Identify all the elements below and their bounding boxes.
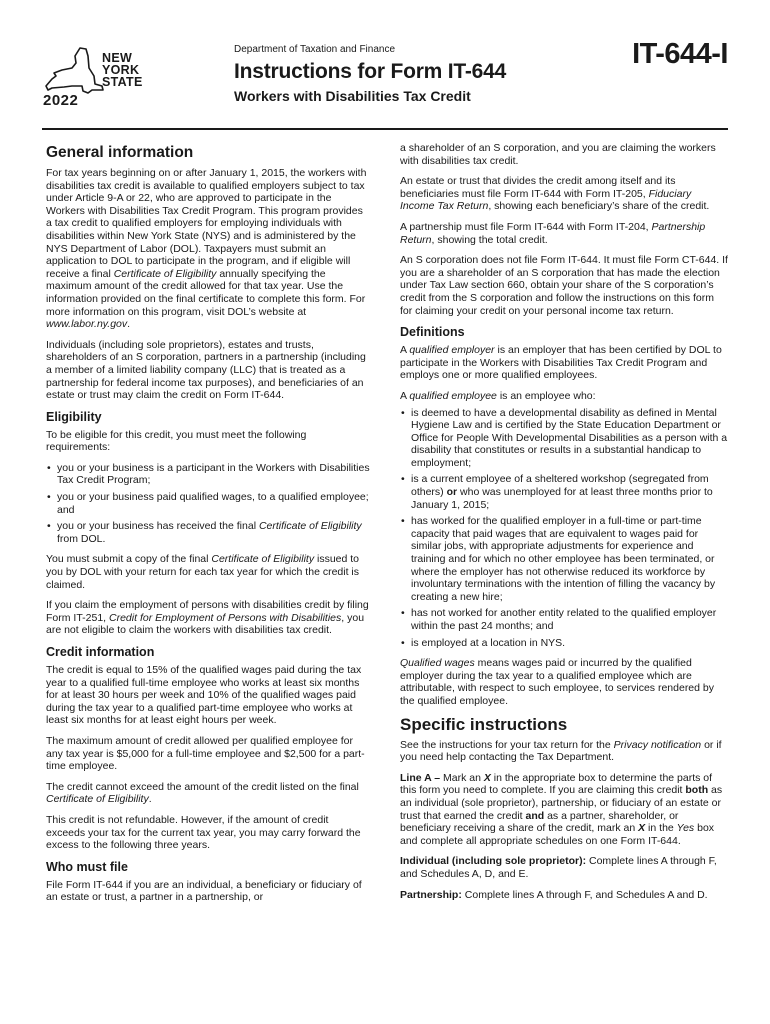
general-paragraph-2: Individuals (including sole proprietors), estates and trusts, shareholders of an S corporation, partners in a partnership (including a member of a limited liability company (LLC) that is treated as a partnership for federal income tax purposes), and beneficiaries of an estate or trust may claim the credit on Form IT-644. (46, 338, 366, 402)
left-column (46, 142, 370, 912)
who-must-file-heading: Who must file (46, 859, 128, 874)
specific-instructions-heading: Specific instructions (400, 714, 568, 734)
department-name: Department of Taxation and Finance (234, 44, 396, 55)
credit-paragraph-3: The credit cannot exceed the amount of the credit listed on the final Certificate of Eligibility. (46, 780, 359, 806)
list-item: • you or your business has received the final Certificate of Eligibility from DOL. (46, 520, 370, 545)
dol-website-link[interactable]: www.labor.ny.gov (46, 318, 128, 331)
list-item: • is employed at a location in NYS. (400, 637, 728, 650)
general-paragraph-1: For tax years beginning on or after January 1, 2015, the workers with disabilities tax credit is available to qualified employers subject to tax under Article 9-A or 22, who are approved to participate in the Workers with Disabilities Tax Credit Program. This program provides a tax credit to qualified employers for employing individuals with disabilities within New York State (NYS) and is administered by the NYS Department of Labor (DOL). Taxpayers must submit an application to DOL to participate in the program, and if eligible will receive a final Certificate of Eligibility annually specifying the maximum amount of the credit allowed for that tax year. Use the information provided on the final certificate to complete this form. For more information on this program, visit DOL’s website at www.labor.ny.gov. (46, 167, 367, 331)
estate-paragraph: An estate or trust that divides the credit among itself and its beneficiaries must file Form IT-644 with Form IT-205, Fiduciary Income Tax Return, showing each beneficiary’s share of the credit. (400, 175, 710, 213)
specific-paragraph-1: See the instructions for your tax return for the Privacy notification or if you need help contacting the Tax Department. (400, 738, 722, 764)
partnership-paragraph: A partnership must file Form IT-644 with Form IT-204, Partnership Return, showing the total credit. (400, 220, 706, 246)
who-must-file-paragraph: File Form IT-644 if you are an individual, a beneficiary or fiduciary of an estate or trust, a partner in a partnership, or (46, 878, 362, 904)
list-item: • you or your business is a participant in the Workers with Disabilities Tax Credit Program; (46, 462, 370, 487)
nys-map-icon (42, 46, 104, 98)
credit-paragraph-2: The maximum amount of credit allowed per qualified employee for any tax year is $5,000 for a full-time employee and $2,500 for a part-time employee. (46, 734, 365, 773)
header-rule (42, 128, 728, 130)
list-item: • has worked for the qualified employer in a full-time or part-time capacity that paid wages that are equivalent to wages paid for similar jobs, with appropriate adjustments for experience and training and for which no other employee has been terminated, or where the employer has not otherwise reduced its workforce by involuntary terminations with the intention of filling the vacancy by creating a new hire; (400, 515, 728, 603)
right-column (400, 142, 728, 909)
qualified-employee-definition: A qualified employee is an employee who: (400, 389, 596, 402)
nys-logo (42, 46, 152, 116)
qualified-employee-list (400, 407, 728, 650)
logo-state-text: NEW YORK STATE (102, 51, 143, 89)
s-corporation-paragraph: An S corporation does not file Form IT-644. It must file Form CT-644. If you are a shareholder of an S corporation that has made the election under Tax Law section 660, obtain your share of the S corporation’s credit from the S corporation and follow the instructions on this form for claiming your credit on your personal income tax return. (400, 254, 728, 317)
credit-paragraph-1: The credit is equal to 15% of the qualified wages paid during the tax year to a qualified full-time employee who works at least six months for at least 30 hours per week and 10% of the qualified wages paid during the tax year to a qualified part-time employee who works at least six months for at least eight hours per week. (46, 664, 362, 727)
credit-paragraph-4: This credit is not refundable. However, if the amount of credit exceeds your tax for the current tax year, you may carry forward the excess to the following three years. (46, 813, 361, 852)
eligibility-paragraph-3: If you claim the employment of persons with disabilities credit by filing Form IT-251, Credit for Employment of Persons with Disabilities, you are not eligible to claim the workers with disabilities tax credit. (46, 599, 369, 637)
form-number: IT-644-I (632, 38, 728, 70)
list-item: • is a current employee of a sheltered workshop (segregated from others) or who was unemployed for at least three months prior to January 1, 2015; (400, 473, 728, 511)
qualified-employer-definition: A qualified employer is an employer that has been certified by DOL to participate in the Workers with Disabilities Tax Credit Program and employs one or more qualified employees. (400, 344, 722, 382)
tax-year: 2022 (43, 92, 79, 109)
credit-heading: Credit information (46, 645, 155, 659)
general-heading: General information (46, 144, 194, 161)
list-item: • has not worked for another entity related to the qualified employer within the past 24 months; and (400, 607, 728, 632)
eligibility-heading: Eligibility (46, 409, 102, 424)
eligibility-list (46, 462, 370, 546)
list-item: • is deemed to have a developmental disability as defined in Mental Hygiene Law and is certified by the State Education Department or Office for People With Developmental Disabilities as a person with a disability that constitutes or results in a substantial handicap to employment; (400, 407, 728, 470)
who-must-file-continued: a shareholder of an S corporation, and you are claiming the workers with disabilities tax credit. (400, 142, 716, 167)
page-subtitle: Workers with Disabilities Tax Credit (234, 88, 471, 104)
individual-instructions: Individual (including sole proprietor): Complete lines A through F, and Schedules A, D, and E. (400, 855, 717, 880)
page-title: Instructions for Form IT-644 (234, 60, 507, 83)
eligibility-intro: To be eligible for this credit, you must meet the following requirements: (46, 428, 307, 454)
definitions-heading: Definitions (400, 325, 465, 340)
eligibility-paragraph-2: You must submit a copy of the final Certificate of Eligibility issued to you by DOL with your return for each tax year for which the credit is claimed. (46, 553, 360, 591)
line-a-instructions: Line A – Mark an X in the appropriate box to determine the parts of this form you need to complete. If you are claiming this credit both as an individual (sole proprietor), partnership, or fiduciary of an estate or trust that earned the credit and as a partner, shareholder, or beneficiary receiving a share of the credit, mark an X in the Yes box and complete all appropriate schedules on one Form IT-644. (400, 771, 723, 847)
partnership-instructions: Partnership: Complete lines A through F, and Schedules A and D. (400, 888, 708, 901)
list-item: • you or your business paid qualified wages, to a qualified employee; and (46, 491, 370, 516)
qualified-wages-definition: Qualified wages means wages paid or incurred by the qualified employer during the tax year to a qualified employee which are attributable, with respect to such employee, to services rendered by the qualified employee. (400, 657, 714, 707)
